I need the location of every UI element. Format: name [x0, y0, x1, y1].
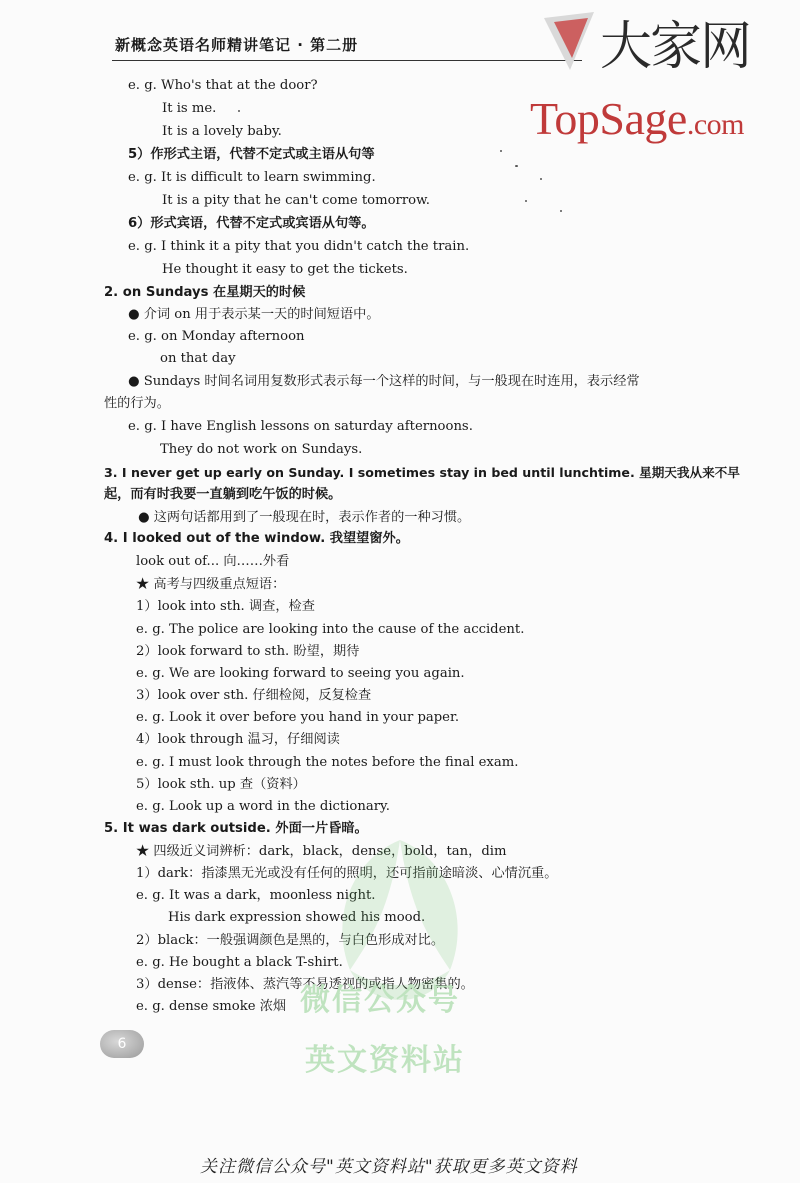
logo-en-main: TopSage	[530, 93, 687, 144]
scan-speck	[500, 150, 502, 152]
star-line: ★ 四级近义词辨析：dark，black，dense，bold，tan，dim	[136, 844, 507, 859]
text-line: e. g. I have English lessons on saturday afternoons.	[128, 419, 473, 434]
scan-speck	[238, 110, 240, 112]
text-line: 2）black：一般强调颜色是黑的，与白色形成对比。	[136, 933, 445, 948]
logo-en-suffix: .com	[686, 108, 744, 141]
scan-speck	[540, 178, 542, 180]
section-heading: 3. I never get up early on Sunday. I sometimes stay in bed until lunchtime. 星期天我从来不早	[104, 465, 740, 480]
text-line: 3）dense：指液体、蒸汽等不易透视的或指人物密集的。	[136, 977, 474, 992]
header-rule	[112, 60, 582, 61]
watermark-line-2: 英文资料站	[305, 1043, 465, 1078]
text-line: e. g. Who's that at the door?	[128, 78, 318, 93]
section-heading: 4. I looked out of the window. 我望望窗外。	[104, 531, 409, 546]
footer-note: 关注微信公众号"英文资料站"获取更多英文资料	[200, 1157, 578, 1177]
star-line: ★ 高考与四级重点短语：	[136, 577, 286, 592]
running-header: 新概念英语名师精讲笔记 · 第二册	[115, 36, 359, 54]
section-heading-cont: 起，而有时我要一直躺到吃午饭的时候。	[104, 487, 342, 502]
text-line: e. g. I must look through the notes before the final exam.	[136, 755, 519, 770]
topsage-logo-mark-icon	[540, 8, 598, 74]
text-line: 性的行为。	[104, 396, 170, 411]
bullet-line: ● 介词 on 用于表示某一天的时间短语中。	[128, 307, 380, 322]
text-line: 3）look over sth. 仔细检阅，反复检查	[136, 688, 372, 703]
text-line: 4）look through 温习，仔细阅读	[136, 732, 340, 747]
text-line: It is a pity that he can't come tomorrow.	[162, 193, 430, 208]
text-line: e. g. It was a dark，moonless night.	[136, 888, 376, 903]
logo-chinese-wordmark: 大家网	[600, 17, 751, 77]
text-line: on that day	[160, 351, 236, 366]
text-line: e. g. dense smoke 浓烟	[136, 999, 287, 1014]
text-line: look out of... 向……外看	[136, 554, 290, 569]
scan-speck	[560, 210, 562, 212]
text-line: 1）look into sth. 调查，检查	[136, 599, 315, 614]
text-line: 2）look forward to sth. 盼望，期待	[136, 644, 360, 659]
text-line: 5）作形式主语，代替不定式或主语从句等	[128, 147, 375, 162]
text-line: e. g. We are looking forward to seeing you again.	[136, 666, 465, 681]
text-line: e. g. Look it over before you hand in your paper.	[136, 710, 460, 725]
bullet-line: ● Sundays 时间名词用复数形式表示每一个这样的时间，与一般现在时连用，表示经常	[128, 374, 640, 389]
section-heading: 2. on Sundays 在星期天的时候	[104, 285, 306, 300]
text-line: 5）look sth. up 查（资料）	[136, 777, 306, 792]
text-line: His dark expression showed his mood.	[168, 910, 426, 925]
text-line: e. g. It is difficult to learn swimming.	[128, 170, 376, 185]
text-line: He thought it easy to get the tickets.	[162, 262, 408, 277]
text-line: 1）dark：指漆黑无光或没有任何的照明，还可指前途暗淡、心情沉重。	[136, 866, 558, 881]
text-line: e. g. The police are looking into the cause of the accident.	[136, 622, 525, 637]
text-line: e. g. Look up a word in the dictionary.	[136, 799, 390, 814]
text-line: e. g. He bought a black T-shirt.	[136, 955, 343, 970]
text-line: 6）形式宾语，代替不定式或宾语从句等。	[128, 216, 375, 231]
text-line: It is a lovely baby.	[162, 124, 282, 139]
scan-speck	[515, 165, 518, 167]
text-line: It is me.	[162, 101, 217, 116]
scan-speck	[525, 200, 527, 202]
logo-english-wordmark	[530, 92, 744, 145]
text-line: e. g. on Monday afternoon	[128, 329, 305, 344]
page-number: 6	[100, 1030, 144, 1058]
text-line: They do not work on Sundays.	[160, 442, 363, 457]
watermark-line-1: 微信公众号	[300, 983, 460, 1018]
section-heading: 5. It was dark outside. 外面一片昏暗。	[104, 821, 368, 836]
bullet-line: ● 这两句话都用到了一般现在时，表示作者的一种习惯。	[138, 510, 471, 525]
text-line: e. g. I think it a pity that you didn't catch the train.	[128, 239, 470, 254]
